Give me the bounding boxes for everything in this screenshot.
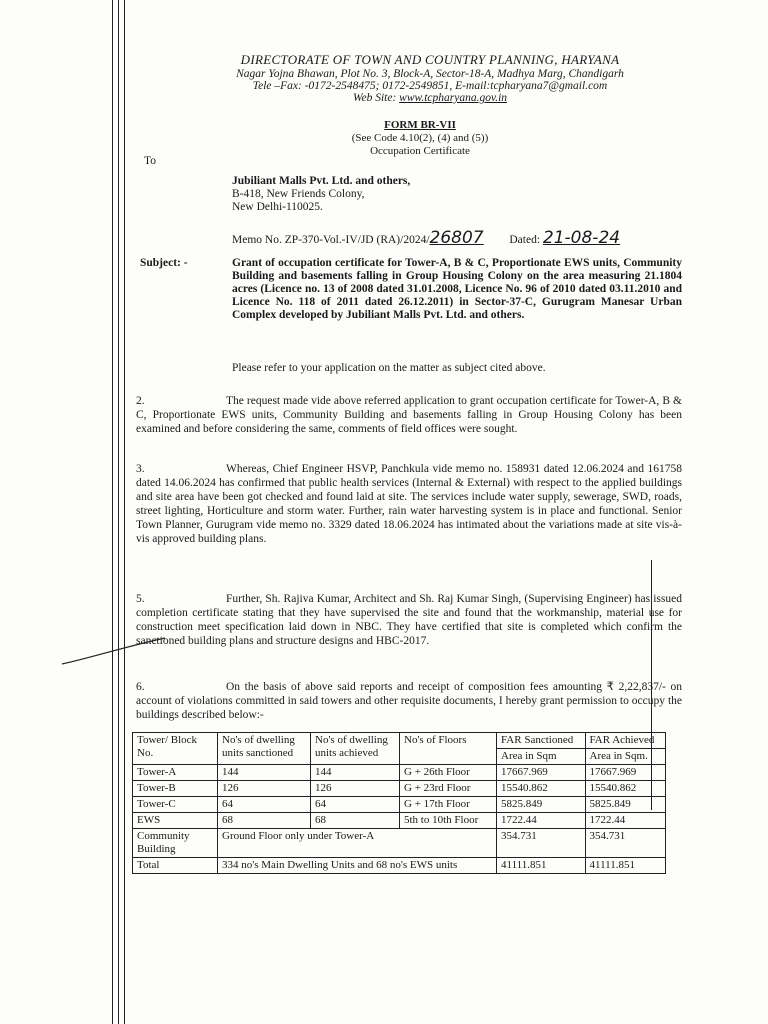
form-kind: Occupation Certificate [370,145,470,157]
paragraph-text: Further, Sh. Rajiva Kumar, Architect and Sh. Raj Kumar Singh, (Supervising Engineer) has issued completion certificate stating that they have supervised the site and found that the workmanship, material use for construction meet specification laid down in NBC. They have certified that site is completed which confirm the sanctioned building plans and structure designs and HBC-2017. [136,593,682,647]
addressee-line1: B-418, New Friends Colony, [232,188,365,200]
col-header-floors: No's of Floors [400,733,497,765]
cell-block: Tower-B [133,781,218,797]
org-contact: Tele –Fax: -0172-2548475; 0172-2549851, E-mail:tcpharyana7@gmail.com [252,80,608,92]
occupancy-table [132,732,666,874]
cell-achieved: 144 [311,765,400,781]
org-address: Nagar Yojna Bhawan, Plot No. 3, Block-A, Sector-18-A, Madhya Marg, Chandigarh [236,68,624,80]
website-label: Web Site: [352,92,400,104]
addressee-name: Jubiliant Malls Pvt. Ltd. and others, [232,175,411,187]
cell-sanctioned: 126 [218,781,311,797]
cell-achieved: 126 [311,781,400,797]
paragraph-number: 3. [136,463,145,475]
margin-rule-left-inner [118,0,119,1024]
paragraph-3 [136,462,682,546]
cell-description: Ground Floor only under Tower-A [218,829,497,858]
table-row [133,765,666,781]
form-code: (See Code 4.10(2), (4) and (5)) [351,132,489,144]
cell-block: Tower-C [133,797,218,813]
cell-far-sanctioned: 354.731 [497,829,586,858]
memo-prefix: Memo No. ZP-370-Vol.-IV/JD (RA)/2024/ [232,234,430,246]
cell-far-achieved: 5825.849 [585,797,666,813]
cell-achieved: 64 [311,797,400,813]
cell-block: Community Building [133,829,218,858]
cell-sanctioned: 64 [218,797,311,813]
cell-block: EWS [133,813,218,829]
subject-text: Grant of occupation certificate for Tower-A, B & C, Proportionate EWS units, Community Building and basements falling in Group Housing Colony on the area measuring 21.1804 acres (Licence no. 13 of 2008 dated 31.01.2008, Licence No. 96 of 2010 dated 03.11.2010 and Licence No. 118 of 2011 dated 26.12.2011) in Sector-37-C, Gurugram Manesar Urban Complex developed by Jubiliant Malls Pvt. Ltd. and others. [232,257,682,321]
paragraph-number: 6. [136,681,145,693]
table-row-community [133,829,666,858]
to-label: To [144,155,156,167]
refer-line: Please refer to your application on the matter as subject cited above. [232,362,546,374]
cell-block: Total [133,858,218,874]
col-header-far-achieved: FAR Achieved [585,733,666,749]
paragraph-text: The request made vide above referred application to grant occupation certificate for Tower-A, B & C, Proportionate EWS units, Community Building and basements falling in Group Housing Colony has been examined and before considering the same, comments of field offices were sought. [136,395,682,435]
cell-block: Tower-A [133,765,218,781]
form-title: FORM BR-VII [384,119,456,131]
paragraph-number: 5. [136,593,145,605]
col-unit-far-achieved: Area in Sqm. [585,749,666,765]
cell-far-sanctioned: 1722.44 [497,813,586,829]
table-row-total [133,858,666,874]
cell-floors: 5th to 10th Floor [400,813,497,829]
col-header-far-sanctioned: FAR Sanctioned [497,733,586,749]
table-row [133,797,666,813]
table-header-row [133,733,666,749]
margin-rule-left-inner-2 [124,0,125,1024]
memo-line [232,228,620,248]
col-unit-far-sanctioned: Area in Sqm [497,749,586,765]
cell-far-sanctioned: 5825.849 [497,797,586,813]
cell-far-sanctioned: 15540.862 [497,781,586,797]
paragraph-6 [136,680,682,722]
cell-floors: G + 17th Floor [400,797,497,813]
cell-sanctioned: 144 [218,765,311,781]
memo-date-handwritten: 21-08-24 [542,228,621,248]
website-link[interactable]: www.tcpharyana.gov.in [399,92,508,104]
table-row [133,813,666,829]
memo-dated-label: Dated: [509,234,541,246]
table-row [133,781,666,797]
cell-far-sanctioned: 41111.851 [497,858,586,874]
form-title-block [300,119,540,158]
cell-description: 334 no's Main Dwelling Units and 68 no's EWS units [218,858,497,874]
cell-far-achieved: 354.731 [585,829,666,858]
margin-rule-left [112,0,113,1024]
paragraph-text: On the basis of above said reports and receipt of composition fees amounting ₹ 2,22,837/- on account of violations committed in said towers and other requisite documents, I hereby grant permission to occupy the buildings described below:- [136,681,682,721]
paragraph-5 [136,592,682,648]
addressee-line2: New Delhi-110025. [232,201,323,213]
col-header-block: Tower/ Block No. [133,733,218,765]
cell-achieved: 68 [311,813,400,829]
addressee-block [232,175,410,214]
cell-far-achieved: 17667.969 [585,765,666,781]
org-name: DIRECTORATE OF TOWN AND COUNTRY PLANNING, HARYANA [240,52,620,67]
cell-far-sanctioned: 17667.969 [497,765,586,781]
cell-far-achieved: 1722.44 [585,813,666,829]
paragraph-2 [136,394,682,436]
cell-far-achieved: 15540.862 [585,781,666,797]
cell-floors: G + 23rd Floor [400,781,497,797]
col-header-achieved: No's of dwelling units achieved [311,733,400,765]
paragraph-number: 2. [136,395,145,407]
cell-floors: G + 26th Floor [400,765,497,781]
subject-label: Subject: - [140,257,188,269]
pen-stroke-mark [60,630,170,670]
memo-number-handwritten: 26807 [429,228,484,248]
col-header-sanctioned: No's of dwelling units sanctioned [218,733,311,765]
cell-far-achieved: 41111.851 [585,858,666,874]
org-website-line [150,92,710,104]
cell-sanctioned: 68 [218,813,311,829]
paragraph-text: Whereas, Chief Engineer HSVP, Panchkula vide memo no. 158931 dated 12.06.2024 and 161758 dated 14.06.2024 has confirmed that public health services (Internal & External) with respect to the applied buildings and site area have been got checked and found laid at site. The services include water supply, sewerage, SWD, roads, street lighting, Horticulture and storm water. Further, rain water harvesting system is in place and functional. Senior Town Planner, Gurugram vide memo no. 3329 dated 18.06.2024 has intimated about the variations made at site vis-à-vis approved building plans. [136,463,682,545]
letterhead [150,52,710,104]
